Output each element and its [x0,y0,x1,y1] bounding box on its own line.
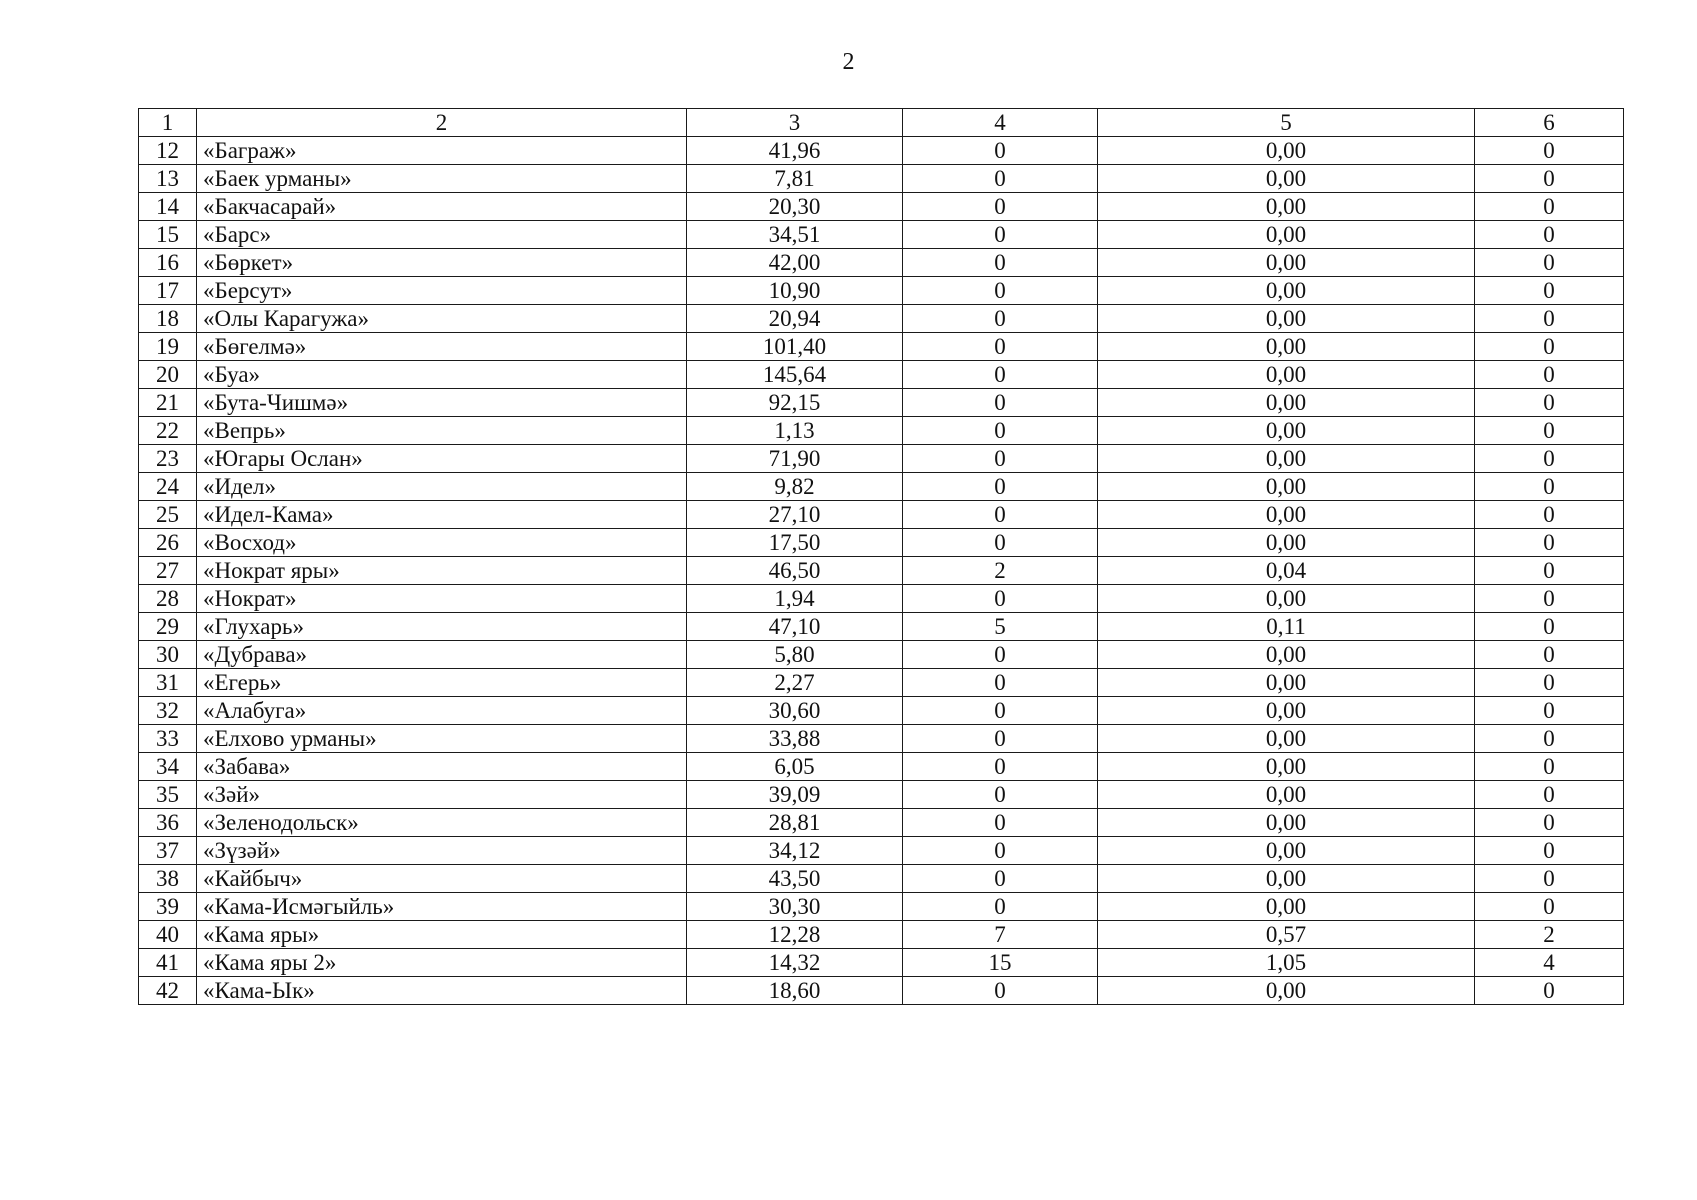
value-cell-5: 0,00 [1098,865,1475,893]
name-cell: «Идел» [197,473,687,501]
table-body [139,109,1624,1005]
value-cell-4: 0 [903,165,1098,193]
table-row [139,977,1624,1005]
value-cell-5: 1,05 [1098,949,1475,977]
header-cell-2: 2 [197,109,687,137]
name-cell: «Барс» [197,221,687,249]
table-row [139,389,1624,417]
table-row [139,501,1624,529]
name-cell: «Дубрава» [197,641,687,669]
table-row [139,193,1624,221]
value-cell-3: 27,10 [687,501,903,529]
value-cell-5: 0,00 [1098,977,1475,1005]
name-cell: «Баек урманы» [197,165,687,193]
value-cell-4: 0 [903,333,1098,361]
table-row [139,445,1624,473]
value-cell-4: 0 [903,781,1098,809]
value-cell-6: 0 [1475,221,1624,249]
table-row [139,865,1624,893]
table-row [139,473,1624,501]
value-cell-5: 0,00 [1098,417,1475,445]
table-row [139,221,1624,249]
value-cell-3: 20,30 [687,193,903,221]
value-cell-3: 30,30 [687,893,903,921]
table-row [139,781,1624,809]
value-cell-5: 0,00 [1098,585,1475,613]
value-cell-4: 0 [903,473,1098,501]
table-row [139,949,1624,977]
table-row [139,529,1624,557]
value-cell-4: 0 [903,865,1098,893]
data-table [138,108,1624,1005]
value-cell-3: 34,12 [687,837,903,865]
value-cell-6: 2 [1475,921,1624,949]
value-cell-6: 0 [1475,641,1624,669]
name-cell: «Бакчасарай» [197,193,687,221]
value-cell-6: 0 [1475,193,1624,221]
name-cell: «Берсут» [197,277,687,305]
value-cell-5: 0,00 [1098,305,1475,333]
header-cell-1: 1 [139,109,197,137]
name-cell: «Нократ» [197,585,687,613]
name-cell: «Егерь» [197,669,687,697]
value-cell-3: 43,50 [687,865,903,893]
name-cell: «Бөркет» [197,249,687,277]
value-cell-3: 9,82 [687,473,903,501]
name-cell: «Нократ яры» [197,557,687,585]
row-number-cell: 26 [139,529,197,557]
table-row [139,641,1624,669]
value-cell-5: 0,00 [1098,221,1475,249]
value-cell-6: 4 [1475,949,1624,977]
row-number-cell: 36 [139,809,197,837]
name-cell: «Идел-Кама» [197,501,687,529]
value-cell-3: 10,90 [687,277,903,305]
value-cell-6: 0 [1475,445,1624,473]
row-number-cell: 41 [139,949,197,977]
value-cell-6: 0 [1475,417,1624,445]
name-cell: «Глухарь» [197,613,687,641]
value-cell-6: 0 [1475,473,1624,501]
row-number-cell: 23 [139,445,197,473]
value-cell-6: 0 [1475,865,1624,893]
table-row [139,585,1624,613]
value-cell-5: 0,57 [1098,921,1475,949]
name-cell: «Югары Ослан» [197,445,687,473]
value-cell-4: 0 [903,501,1098,529]
value-cell-6: 0 [1475,669,1624,697]
row-number-cell: 39 [139,893,197,921]
table-row [139,669,1624,697]
name-cell: «Кама-Ык» [197,977,687,1005]
value-cell-4: 0 [903,669,1098,697]
row-number-cell: 19 [139,333,197,361]
value-cell-3: 39,09 [687,781,903,809]
value-cell-6: 0 [1475,165,1624,193]
value-cell-5: 0,00 [1098,137,1475,165]
value-cell-5: 0,00 [1098,361,1475,389]
value-cell-5: 0,00 [1098,893,1475,921]
value-cell-4: 0 [903,641,1098,669]
table-row [139,277,1624,305]
name-cell: «Бөгелмә» [197,333,687,361]
row-number-cell: 34 [139,753,197,781]
value-cell-6: 0 [1475,837,1624,865]
value-cell-6: 0 [1475,697,1624,725]
value-cell-4: 0 [903,977,1098,1005]
value-cell-6: 0 [1475,277,1624,305]
value-cell-4: 7 [903,921,1098,949]
value-cell-3: 5,80 [687,641,903,669]
value-cell-3: 34,51 [687,221,903,249]
value-cell-4: 0 [903,893,1098,921]
table-row [139,137,1624,165]
table-row [139,921,1624,949]
value-cell-6: 0 [1475,977,1624,1005]
value-cell-4: 2 [903,557,1098,585]
name-cell: «Алабуга» [197,697,687,725]
value-cell-5: 0,00 [1098,501,1475,529]
value-cell-3: 2,27 [687,669,903,697]
value-cell-3: 145,64 [687,361,903,389]
value-cell-4: 0 [903,837,1098,865]
value-cell-5: 0,00 [1098,389,1475,417]
value-cell-3: 71,90 [687,445,903,473]
table-row [139,333,1624,361]
row-number-cell: 30 [139,641,197,669]
row-number-cell: 28 [139,585,197,613]
value-cell-4: 0 [903,697,1098,725]
row-number-cell: 40 [139,921,197,949]
value-cell-3: 14,32 [687,949,903,977]
row-number-cell: 42 [139,977,197,1005]
header-cell-3: 3 [687,109,903,137]
row-number-cell: 17 [139,277,197,305]
row-number-cell: 31 [139,669,197,697]
row-number-cell: 32 [139,697,197,725]
table-row [139,361,1624,389]
value-cell-3: 33,88 [687,725,903,753]
value-cell-3: 17,50 [687,529,903,557]
name-cell: «Кама-Исмәгыйль» [197,893,687,921]
value-cell-6: 0 [1475,613,1624,641]
value-cell-4: 0 [903,585,1098,613]
value-cell-6: 0 [1475,361,1624,389]
table-row [139,697,1624,725]
row-number-cell: 16 [139,249,197,277]
name-cell: «Забава» [197,753,687,781]
value-cell-6: 0 [1475,529,1624,557]
page-number: 2 [842,49,855,75]
table-row [139,165,1624,193]
value-cell-5: 0,00 [1098,193,1475,221]
value-cell-5: 0,00 [1098,445,1475,473]
header-cell-4: 4 [903,109,1098,137]
table-row [139,753,1624,781]
row-number-cell: 15 [139,221,197,249]
value-cell-4: 0 [903,417,1098,445]
value-cell-4: 0 [903,753,1098,781]
value-cell-4: 0 [903,445,1098,473]
value-cell-6: 0 [1475,137,1624,165]
row-number-cell: 33 [139,725,197,753]
value-cell-4: 0 [903,193,1098,221]
value-cell-6: 0 [1475,585,1624,613]
value-cell-6: 0 [1475,781,1624,809]
row-number-cell: 18 [139,305,197,333]
name-cell: «Зәй» [197,781,687,809]
name-cell: «Баграж» [197,137,687,165]
row-number-cell: 29 [139,613,197,641]
name-cell: «Зүзәй» [197,837,687,865]
name-cell: «Бута-Чишмә» [197,389,687,417]
value-cell-5: 0,00 [1098,333,1475,361]
value-cell-5: 0,00 [1098,809,1475,837]
value-cell-6: 0 [1475,389,1624,417]
name-cell: «Кама яры 2» [197,949,687,977]
value-cell-6: 0 [1475,809,1624,837]
header-cell-5: 5 [1098,109,1475,137]
row-number-cell: 14 [139,193,197,221]
value-cell-3: 6,05 [687,753,903,781]
value-cell-5: 0,04 [1098,557,1475,585]
table-row [139,893,1624,921]
value-cell-5: 0,00 [1098,249,1475,277]
value-cell-5: 0,00 [1098,165,1475,193]
value-cell-5: 0,00 [1098,697,1475,725]
value-cell-5: 0,00 [1098,669,1475,697]
value-cell-6: 0 [1475,725,1624,753]
table-row [139,837,1624,865]
value-cell-4: 0 [903,305,1098,333]
row-number-cell: 37 [139,837,197,865]
value-cell-3: 47,10 [687,613,903,641]
header-cell-6: 6 [1475,109,1624,137]
row-number-cell: 22 [139,417,197,445]
table-row [139,613,1624,641]
row-number-cell: 13 [139,165,197,193]
name-cell: «Кайбыч» [197,865,687,893]
name-cell: «Буа» [197,361,687,389]
name-cell: «Восход» [197,529,687,557]
table-row [139,725,1624,753]
value-cell-4: 0 [903,389,1098,417]
value-cell-3: 30,60 [687,697,903,725]
value-cell-6: 0 [1475,333,1624,361]
row-number-cell: 38 [139,865,197,893]
row-number-cell: 24 [139,473,197,501]
value-cell-5: 0,00 [1098,529,1475,557]
value-cell-4: 0 [903,249,1098,277]
value-cell-5: 0,00 [1098,277,1475,305]
value-cell-3: 41,96 [687,137,903,165]
value-cell-4: 0 [903,529,1098,557]
value-cell-4: 0 [903,361,1098,389]
value-cell-5: 0,00 [1098,837,1475,865]
table-row [139,557,1624,585]
table-row [139,417,1624,445]
name-cell: «Кама яры» [197,921,687,949]
value-cell-6: 0 [1475,249,1624,277]
value-cell-6: 0 [1475,501,1624,529]
name-cell: «Олы Карагужа» [197,305,687,333]
value-cell-3: 1,94 [687,585,903,613]
name-cell: «Елхово урманы» [197,725,687,753]
value-cell-3: 7,81 [687,165,903,193]
value-cell-3: 28,81 [687,809,903,837]
value-cell-4: 0 [903,137,1098,165]
table-row [139,249,1624,277]
value-cell-6: 0 [1475,753,1624,781]
value-cell-3: 20,94 [687,305,903,333]
value-cell-3: 92,15 [687,389,903,417]
value-cell-3: 101,40 [687,333,903,361]
value-cell-5: 0,00 [1098,641,1475,669]
row-number-cell: 35 [139,781,197,809]
value-cell-3: 42,00 [687,249,903,277]
value-cell-6: 0 [1475,305,1624,333]
value-cell-5: 0,00 [1098,753,1475,781]
value-cell-4: 5 [903,613,1098,641]
value-cell-6: 0 [1475,557,1624,585]
value-cell-4: 0 [903,809,1098,837]
value-cell-6: 0 [1475,893,1624,921]
table-row [139,809,1624,837]
name-cell: «Зеленодольск» [197,809,687,837]
row-number-cell: 20 [139,361,197,389]
value-cell-3: 46,50 [687,557,903,585]
value-cell-5: 0,00 [1098,725,1475,753]
value-cell-4: 0 [903,221,1098,249]
value-cell-3: 18,60 [687,977,903,1005]
value-cell-4: 0 [903,277,1098,305]
value-cell-4: 15 [903,949,1098,977]
row-number-cell: 21 [139,389,197,417]
value-cell-3: 1,13 [687,417,903,445]
table-row [139,305,1624,333]
value-cell-5: 0,11 [1098,613,1475,641]
table-header-row [139,109,1624,137]
row-number-cell: 25 [139,501,197,529]
row-number-cell: 27 [139,557,197,585]
value-cell-4: 0 [903,725,1098,753]
name-cell: «Вепрь» [197,417,687,445]
value-cell-5: 0,00 [1098,473,1475,501]
value-cell-5: 0,00 [1098,781,1475,809]
value-cell-3: 12,28 [687,921,903,949]
row-number-cell: 12 [139,137,197,165]
